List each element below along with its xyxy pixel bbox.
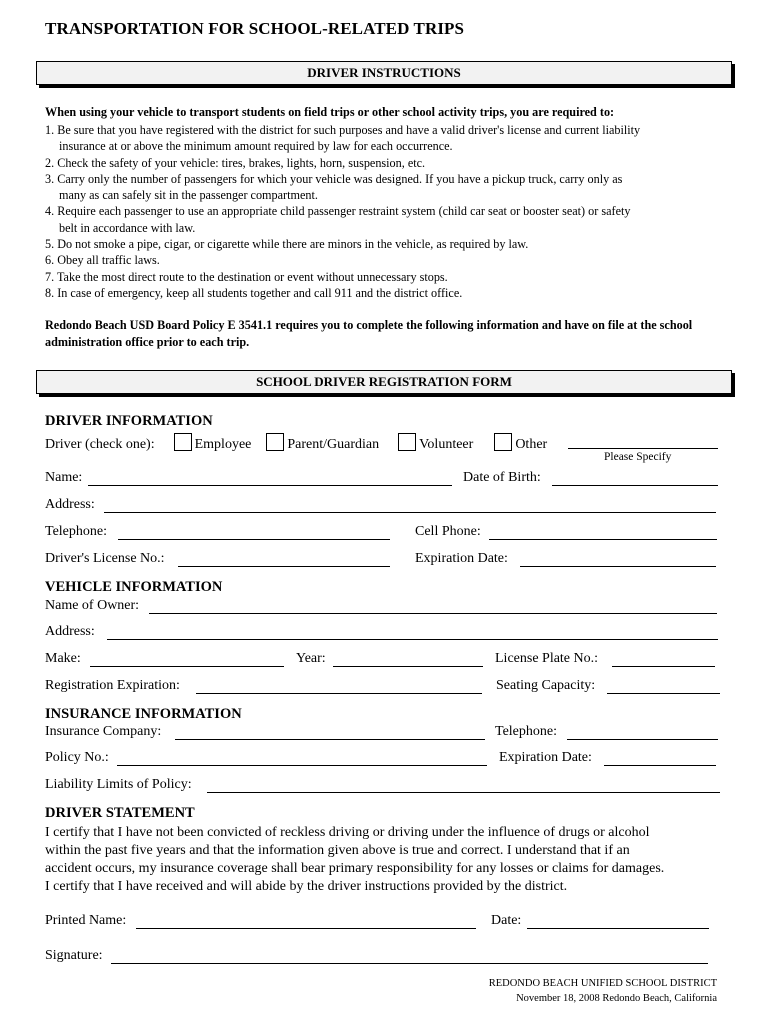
policy-expiration-label: Expiration Date: — [499, 750, 592, 765]
statement-date-field[interactable] — [527, 928, 709, 929]
license-label: Driver's License No.: — [45, 551, 165, 566]
volunteer-option-label: Volunteer — [419, 437, 474, 452]
printed-name-field[interactable] — [136, 928, 476, 929]
dob-field[interactable] — [552, 485, 718, 486]
policy-notice: Redondo Beach USD Board Policy E 3541.1 requires you to complete the following information and have on file at the school administration office prior to each trip. — [45, 318, 693, 349]
parent-guardian-checkbox[interactable] — [266, 433, 284, 451]
other-option-label: Other — [515, 437, 548, 452]
printed-name-label: Printed Name: — [45, 913, 127, 928]
policy-expiration-field[interactable] — [604, 765, 716, 766]
page-title: TRANSPORTATION FOR SCHOOL-RELATED TRIPS — [45, 19, 465, 38]
footer-date-location: November 18, 2008 Redondo Beach, California — [516, 993, 717, 1004]
telephone-label: Telephone: — [45, 524, 107, 539]
year-label: Year: — [296, 651, 326, 666]
vehicle-address-field[interactable] — [107, 639, 718, 640]
instruction-item: 1. Be sure that you have registered with the district for such purposes and have a valid driver's license and current liability insurance at or above the minimum amount required by law for each occurrence. — [45, 123, 641, 154]
other-checkbox[interactable] — [494, 433, 512, 451]
driver-type-label: Driver (check one): — [45, 437, 155, 452]
parent-guardian-option-label: Parent/Guardian — [287, 437, 380, 452]
make-field[interactable] — [90, 666, 284, 667]
statement-date-label: Date: — [491, 913, 522, 928]
seating-capacity-field[interactable] — [607, 693, 720, 694]
employee-checkbox[interactable] — [174, 433, 192, 451]
insurance-company-label: Insurance Company: — [45, 724, 162, 739]
driver-info-heading: DRIVER INFORMATION — [45, 413, 213, 429]
vehicle-info-heading: VEHICLE INFORMATION — [45, 579, 223, 595]
registration-form-banner: SCHOOL DRIVER REGISTRATION FORM — [36, 370, 732, 394]
instruction-item: 4. Require each passenger to use an appropriate child passenger restraint system (child car seat or booster seat) or safety belt in accordance with law. — [45, 204, 631, 235]
driver-instructions-banner: DRIVER INSTRUCTIONS — [36, 61, 732, 85]
license-expiration-label: Expiration Date: — [415, 551, 508, 566]
signature-label: Signature: — [45, 948, 103, 963]
instruction-item: 2. Check the safety of your vehicle: tires, brakes, lights, horn, suspension, etc. — [45, 155, 426, 170]
registration-expiration-field[interactable] — [196, 693, 482, 694]
please-specify-note: Please Specify — [604, 451, 672, 463]
liability-limits-label: Liability Limits of Policy: — [45, 777, 192, 792]
footer-district: REDONDO BEACH UNIFIED SCHOOL DISTRICT — [488, 978, 717, 989]
volunteer-checkbox[interactable] — [398, 433, 416, 451]
instructions-intro: When using your vehicle to transport students on field trips or other school activity trips, you are required to: — [45, 105, 615, 119]
driver-type-row — [45, 433, 547, 453]
other-specify-field[interactable] — [568, 448, 718, 449]
driver-statement-text: I certify that I have not been convicted of reckless driving or driving under the influence of drugs or alcohol within the past five years and that the information given above is true and correct. I understand that if an accident occurs, my insurance coverage shall bear primary responsibility for any losses or claims for damages. I certify that I have received and will abide by the driver instructions provided by the district. — [45, 825, 665, 894]
dob-label: Date of Birth: — [463, 470, 541, 485]
insurance-company-field[interactable] — [175, 739, 485, 740]
plate-field[interactable] — [612, 666, 715, 667]
instruction-item: 3. Carry only the number of passengers for which your vehicle was designed. If you have a pickup truck, carry only as many as can safely sit in the passenger compartment. — [45, 171, 623, 203]
year-field[interactable] — [333, 666, 483, 667]
driver-address-field[interactable] — [104, 512, 716, 513]
owner-field[interactable] — [149, 613, 717, 614]
liability-limits-field[interactable] — [207, 792, 720, 793]
name-label: Name: — [45, 470, 83, 485]
instruction-item: 6. Obey all traffic laws. — [45, 253, 160, 268]
policy-number-field[interactable] — [117, 765, 487, 766]
driver-statement-heading: DRIVER STATEMENT — [45, 805, 195, 821]
insurance-telephone-label: Telephone: — [495, 724, 557, 739]
signature-field[interactable] — [111, 963, 708, 964]
make-label: Make: — [45, 651, 81, 666]
instructions-list — [45, 122, 725, 301]
policy-number-label: Policy No.: — [45, 750, 109, 765]
instruction-item: 5. Do not smoke a pipe, cigar, or cigarette while there are minors in the vehicle, as required by law. — [45, 237, 529, 252]
license-expiration-field[interactable] — [520, 566, 716, 567]
seating-capacity-label: Seating Capacity: — [496, 678, 596, 693]
cell-phone-field[interactable] — [489, 539, 717, 540]
vehicle-address-label: Address: — [45, 624, 95, 639]
license-field[interactable] — [178, 566, 390, 567]
owner-label: Name of Owner: — [45, 598, 140, 613]
registration-expiration-label: Registration Expiration: — [45, 678, 180, 693]
name-field[interactable] — [88, 485, 452, 486]
cell-phone-label: Cell Phone: — [415, 524, 481, 539]
plate-label: License Plate No.: — [495, 651, 599, 666]
instruction-item: 8. In case of emergency, keep all students together and call 911 and the district office. — [45, 285, 463, 300]
employee-option-label: Employee — [194, 437, 252, 452]
driver-address-label: Address: — [45, 497, 95, 512]
insurance-telephone-field[interactable] — [567, 739, 718, 740]
instruction-item: 7. Take the most direct route to the destination or event without unnecessary stops. — [45, 269, 448, 284]
telephone-field[interactable] — [118, 539, 390, 540]
insurance-info-heading: INSURANCE INFORMATION — [45, 706, 242, 722]
